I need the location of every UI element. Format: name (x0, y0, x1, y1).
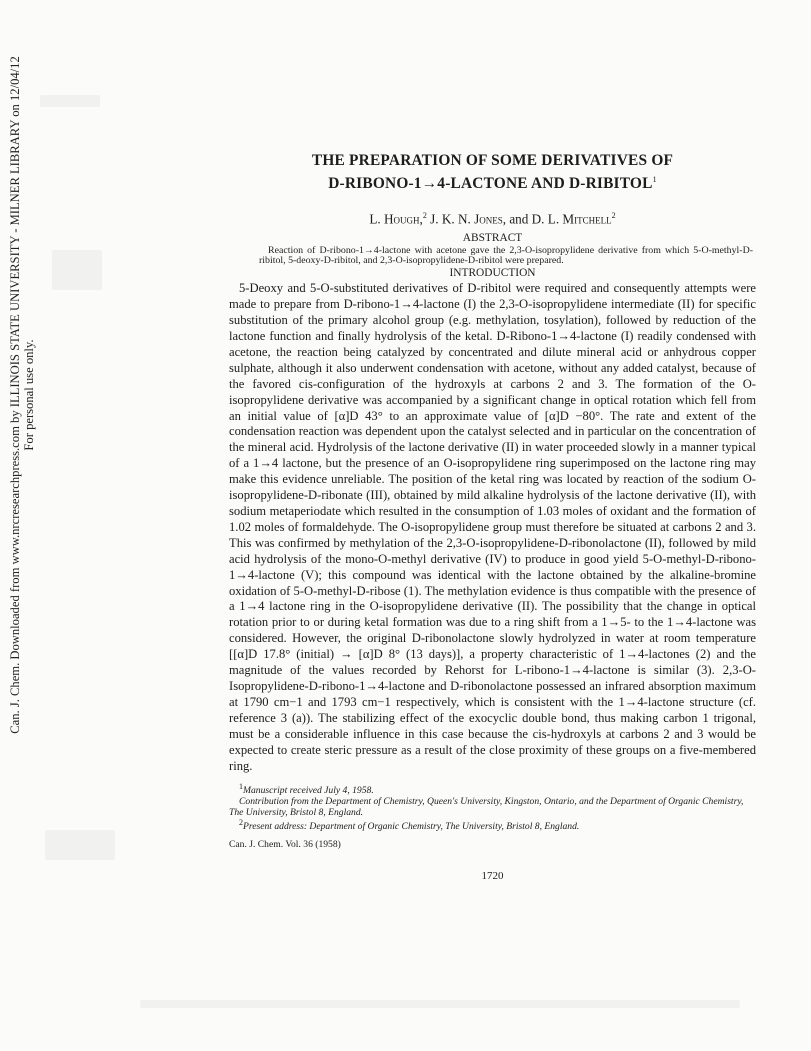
scan-smudge (52, 250, 102, 290)
author-3-marker: 2 (611, 211, 616, 221)
footnote-2-marker: 2 (239, 818, 243, 828)
footnotes (229, 782, 756, 833)
footnote-1-marker: 1 (239, 782, 243, 792)
author-line (229, 207, 756, 227)
footnote-1-contribution: Contribution from the Department of Chemistry, Queen's University, Kingston, Ontario, and the Department of Organic Chemistry, The University, Bristol 8, England. (229, 796, 744, 818)
author-conjunction: and (509, 211, 529, 227)
author-1: L. Hough, (369, 211, 423, 227)
footnote-1 (229, 782, 756, 797)
author-2: J. K. N. Jones, (430, 211, 507, 227)
journal-citation: Can. J. Chem. Vol. 36 (1958) (229, 839, 341, 851)
abstract-text: Reaction of D-ribono-1→4-lactone with acetone gave the 2,3-O-isopropylidene derivative from which 5-O-methyl-D-ribitol, 5-deoxy-D-ribitol, and 2,3-O-isopropylidene-D-ribitol were prepared. (259, 244, 753, 266)
title-line-1: THE PREPARATION OF SOME DERIVATIVES OF (311, 152, 674, 169)
footnote-2-text: Present address: Department of Organic Chemistry, The University, Bristol 8, England. (243, 821, 580, 833)
introduction-heading: INTRODUCTION (449, 267, 536, 280)
author-3: D. L. Mitchell (531, 211, 612, 227)
download-notice (2, 56, 42, 734)
download-notice-line-1: Can. J. Chem. Downloaded from www.nrcresearchpress.com by ILLINOIS STATE UNIVERSITY - MILNER LIBRARY on 12/04/12 (8, 56, 22, 734)
abstract-heading: ABSTRACT (462, 231, 523, 244)
article-page (229, 152, 756, 882)
title-line-2 (229, 171, 756, 194)
scan-smudge (45, 830, 115, 860)
article-title (229, 152, 756, 193)
footnote-1-text: Manuscript received July 4, 1958. (243, 785, 374, 797)
download-notice-line-2: For personal use only. (22, 339, 36, 451)
author-1-marker: 2 (422, 211, 427, 221)
title-line-2-text: D-RIBONO-1→4-LACTONE AND D-RIBITOL (328, 174, 653, 192)
title-footnote-marker: 1 (652, 174, 657, 184)
introduction-paragraph: 5-Deoxy and 5-O-substituted derivatives of D-ribitol were required and consequently attempts were made to prepare from D-ribono-1→4-lactone (I) the 2,3-O-isopropylidene intermediate (II) for specific substitution of the primary alcohol group (e.g. methylation, tosylation), followed by reduction of the lactone function and finally hydrolysis of the ketal. D-Ribono-1→4-lactone (I) readily condensed with acetone, the reaction being catalyzed by concentrated and dilute mineral acid or anhydrous copper sulphate, although it also underwent condensation with acetone, without any added catalyst, because of the favored cis-configuration of the hydroxyls at carbons 2 and 3. The formation of the O-isopropylidene derivative was accompanied by a significant change in optical rotation which fell from an initial value of [α]D 43° to an approximate value of [α]D −80°. The rate and extent of the condensation reaction was dependent upon the catalyst selected and in particular on the concentration of the mineral acid. Hydrolysis of the lactone derivative (II) in water proceeded slowly in a manner typical of a 1→4 lactone, but the presence of an O-isopropylidene ring superimposed on the lactone ring may make this evidence unreliable. The position of the ketal ring was located by reaction of the sodium O-isopropylidene-D-ribonate (III), obtained by mild alkaline hydrolysis of the lactone derivative (II), with sodium metaperiodate which resulted in the consumption of 1.03 moles of oxidant and the formation of 1.02 moles of formaldehyde. The O-isopropylidene group must therefore be situated at carbons 2 and 3. This was confirmed by methylation of the 2,3-O-isopropylidene-D-ribonolactone (II), followed by mild acid hydrolysis of the mono-O-methyl derivative (IV) to produce in good yield 5-O-methyl-D-ribono-1→4-lactone (V); this compound was identical with the lactone obtained by the alkaline-bromine oxidation of 5-O-methyl-D-ribose (1). The methylation evidence is thus compatible with the presence of a 1→4 lactone ring in the O-isopropylidene derivative (II). The possibility that the change in optical rotation prior to or during ketal formation was due to a ring shift from a 1→5- to the 1→4-lactone was considered. However, the original D-ribonolactone slowly hydrolyzed in water at room temperature [[α]D 17.8° (initial) → [α]D 8° (13 days)], a property characteristic of 1→4-lactones (2) and the magnitude of the values recorded by Rehorst for L-ribono-1→4-lactone is similar (3). 2,3-O-Isopropylidene-D-ribono-1→4-lactone and D-ribonolactone possessed an infrared absorption maximum at 1790 cm−1 and 1793 cm−1 respectively, which is consistent with the 1→4-lactone structure (cf. reference 3 (a)). The stabilizing effect of the exocyclic double bond, thus making carbon 1 trigonal, must be a considerable influence in this case because the cis-hydroxyls at carbons 2 and 3 would be expected to create steric pressure as a result of the close proximity of these groups on a five-membered ring. (229, 281, 756, 773)
scan-smudge (140, 1000, 740, 1008)
footnote-2 (229, 818, 756, 833)
page-number: 1720 (481, 870, 504, 883)
scan-smudge (40, 95, 100, 107)
